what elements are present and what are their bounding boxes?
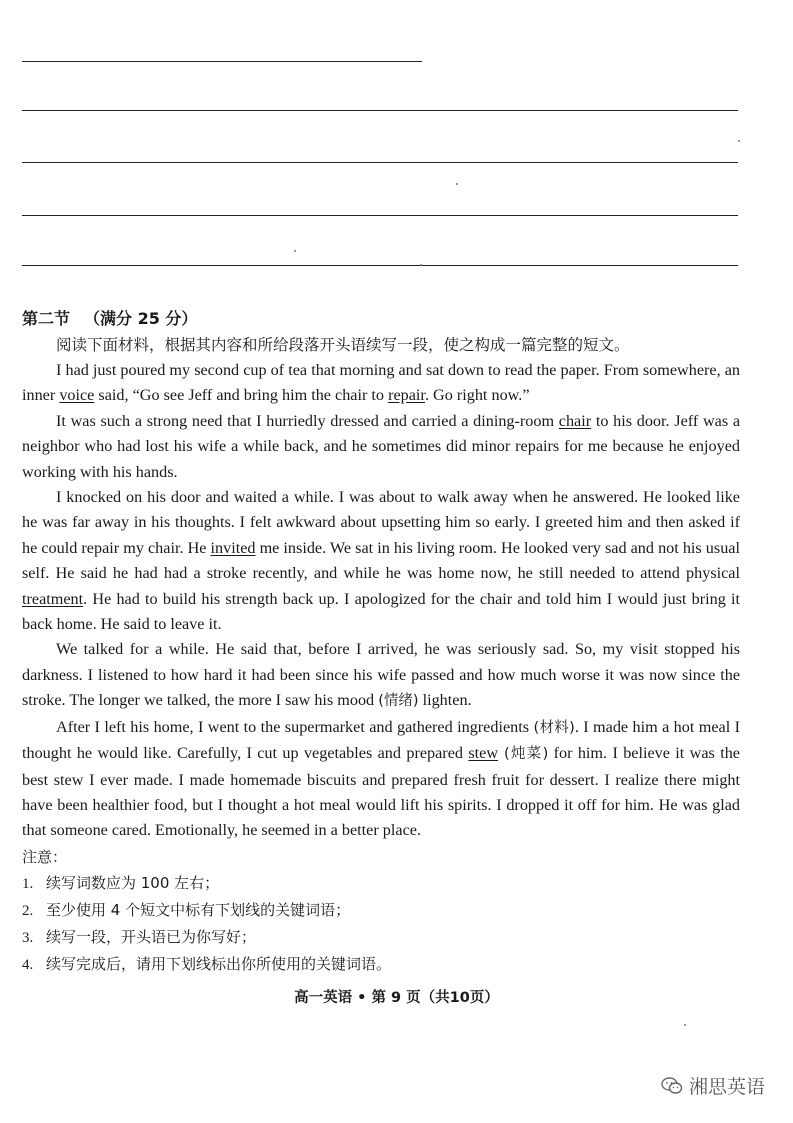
- answer-line-3: [22, 162, 738, 163]
- note-number: 3.: [22, 929, 34, 946]
- note-text: 续写一段，开头语已为你写好；: [46, 927, 257, 946]
- story-text: lighten.: [418, 691, 472, 710]
- section-heading: [22, 305, 740, 333]
- wechat-icon: [661, 1077, 683, 1095]
- story-text: . Go right now.”: [424, 386, 530, 405]
- page-footer: 高一英语 • 第 9 页（共10页）: [294, 990, 499, 1006]
- story-text: me inside. We sat in his living room. He looked very sad and not his usual self. He said he had had a stroke recently, and while he was home now, he still needed to attend physical: [22, 538, 740, 583]
- story-text: for him. I believe it was the best stew I ever made. I made homemade biscuits and prepared fresh fruit for dessert. I realize there might have been healthier food, but I thought a hot meal would lift his spirits. I dropped it off for him. He was glad that someone cared. Emotionally, he seemed in a better place.: [22, 744, 740, 840]
- note-text: 至少使用 4 个短文中标有下划线的关键词语；: [46, 900, 351, 919]
- gloss-mood: (情绪): [378, 693, 419, 710]
- story-paragraph-2: [22, 409, 740, 485]
- story-text: . I made him a hot meal I thought he would like. Carefully, I cut up vegetables and prepared: [22, 717, 740, 763]
- keyword-chair: chair: [558, 411, 592, 430]
- keyword-stew: stew: [468, 744, 499, 763]
- watermark-text: 湘思英语: [688, 1076, 765, 1098]
- note-number: 1.: [22, 875, 34, 892]
- note-number: 4.: [22, 956, 34, 973]
- writing-section: [22, 305, 740, 978]
- keyword-voice: voice: [59, 386, 95, 405]
- story-text: I had just poured my second cup of tea that morning and sat down to read the paper. From somewhere, an inner: [22, 361, 740, 405]
- scan-speck: [294, 250, 296, 252]
- story-text: It was such a strong need that I hurriedly dressed and carried a dining-room: [56, 411, 559, 430]
- watermark: [661, 1072, 765, 1099]
- scan-speck: [738, 140, 740, 142]
- notes-block: [22, 844, 740, 978]
- answer-line-2: [22, 110, 738, 111]
- story-text: to his door. Jeff was a neighbor who had lost his wife a while back, and he sometimes did minor repairs for me because he enjoyed working with his hands.: [22, 411, 741, 481]
- keyword-invited: invited: [210, 538, 256, 557]
- scan-speck: [420, 264, 422, 266]
- note-item: [22, 870, 740, 897]
- answer-line-4: [22, 215, 738, 216]
- story-text: After I left his home, I went to the supermarket and gathered ingredients: [56, 717, 534, 736]
- keyword-treatment: treatment: [22, 589, 84, 608]
- note-text: 续写词数应为 100 左右；: [46, 873, 220, 892]
- note-item: [22, 951, 740, 978]
- scan-speck: [456, 183, 458, 185]
- note-item: [22, 897, 740, 924]
- section-title: 第二节: [22, 309, 71, 328]
- answer-line-5: [22, 265, 738, 266]
- story-paragraph-5: [22, 715, 740, 844]
- keyword-repair: repair: [388, 386, 425, 405]
- story-paragraph-3: [22, 485, 740, 637]
- gloss-stew: (炖菜): [498, 746, 549, 763]
- notes-heading: 注意：: [22, 847, 68, 866]
- story-text: said, “Go see Jeff and bring him the chair to: [94, 386, 389, 405]
- scan-speck: [684, 1024, 686, 1026]
- story-paragraph-1: [22, 358, 740, 409]
- story-paragraph-4: [22, 637, 740, 714]
- section-score: （满分 25 分）: [84, 309, 198, 328]
- gloss-ingredients: (材料): [533, 719, 575, 736]
- note-item: [22, 924, 740, 951]
- note-text: 续写完成后，请用下划线标出你所使用的关键词语。: [46, 954, 392, 973]
- note-number: 2.: [22, 902, 34, 919]
- section-instruction: 阅读下面材料，根据其内容和所给段落开头语续写一段，使之构成一篇完整的短文。: [56, 336, 630, 354]
- story-text: I knocked on his door and waited a while. I was about to walk away when he answered. He looked like he was far away in his thoughts. I felt awkward about upsetting him so early. I greeted him and then asked if he could repair my chair. He: [22, 488, 740, 557]
- story-text: . He had to build his strength back up. I apologized for the chair and told him I would just bring it back home. He said to leave it.: [22, 589, 740, 634]
- answer-line-1: [22, 61, 422, 62]
- story-text: We talked for a while. He said that, before I arrived, he was seriously sad. So, my visit stopped his darkness. I listened to how hard it had been since his wife passed and how much worse it was now since the stroke. The longer we talked, the more I saw his mood: [22, 640, 740, 710]
